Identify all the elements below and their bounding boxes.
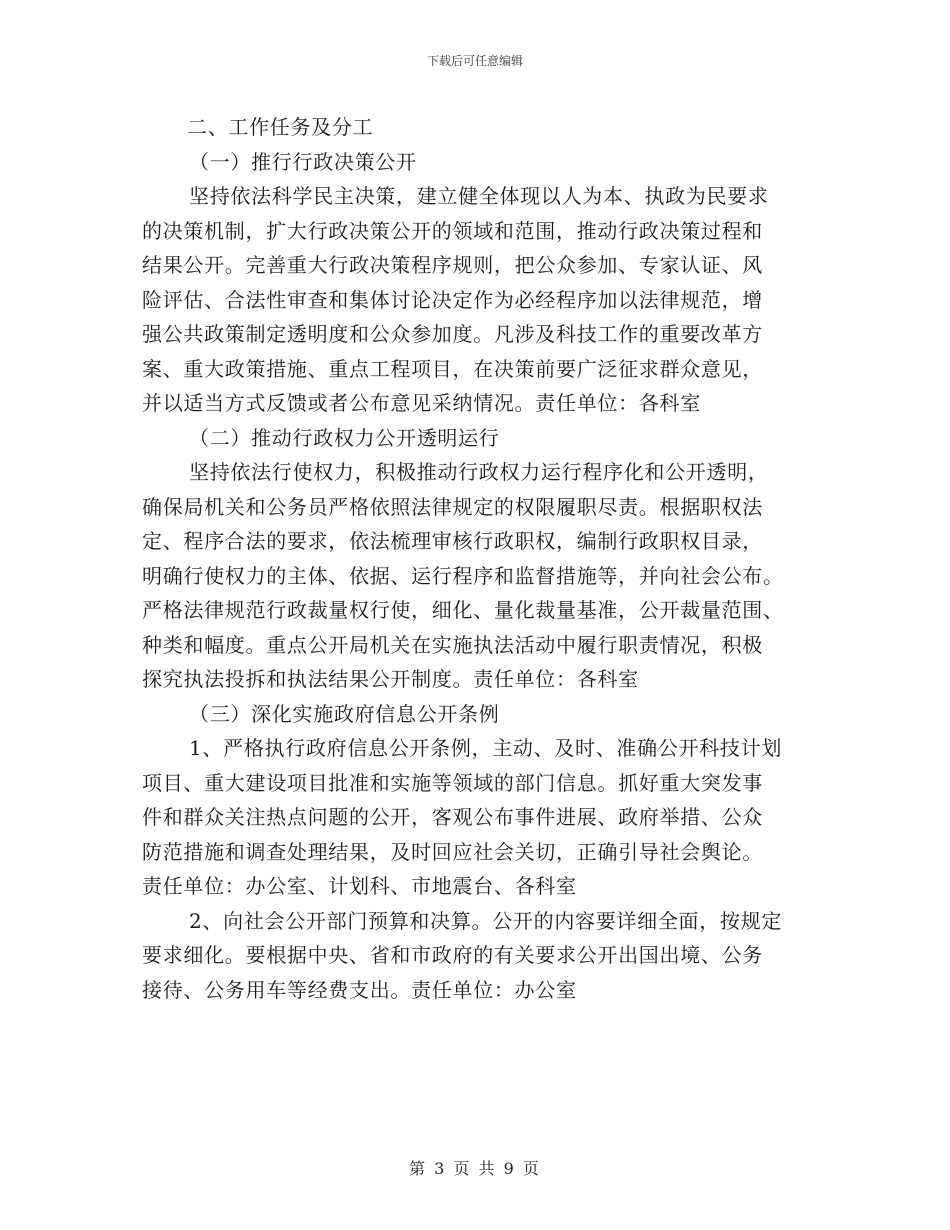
paragraph-line: 明确行使权力的主体、依据、运行程序和监督措施等，并向社会公布。 bbox=[142, 563, 784, 588]
paragraph-line: 坚持依法科学民主决策，建立健全体现以人为本、执政为民要求 bbox=[189, 184, 769, 208]
paragraph-line: 险评估、合法性审查和集体讨论决定作为必经程序加以法律规范，增 bbox=[142, 287, 763, 312]
paragraph-line: 件和群众关注热点问题的公开，客观公布事件进展、政府举措、公众 bbox=[142, 805, 763, 829]
paragraph-line: 定、程序合法的要求，依法梳理审核行政职权，编制行政职权目录， bbox=[142, 529, 763, 553]
paragraph-line: 项目、重大建设项目批准和实施等领域的部门信息。抓好重大突发事 bbox=[142, 770, 763, 795]
paragraph-line: 并以适当方式反馈或者公布意见采纳情况。责任单位：各科室 bbox=[142, 391, 701, 415]
paragraph-line: 1、严格执行政府信息公开条例，主动、及时、准确公开科技计划 bbox=[189, 736, 783, 760]
paragraph-line: 接待、公务用车等经费支出。责任单位：办公室 bbox=[142, 977, 577, 1002]
paragraph-line: 探究执法投拆和执法结果公开制度。责任单位：各科室 bbox=[142, 667, 639, 691]
paragraph-line: 防范措施和调查处理结果，及时回应社会关切，正确引导社会舆论。 bbox=[142, 839, 763, 864]
paragraph-line: 案、重大政策措施、重点工程项目，在决策前要广泛征求群众意见， bbox=[142, 356, 763, 381]
paragraph-line: 要求细化。要根据中央、省和市政府的有关要求公开出国出境、公务 bbox=[142, 943, 763, 967]
page-number: 第 3 页 共 9 页 bbox=[409, 1159, 541, 1178]
paragraph-line: 责任单位：办公室、计划科、市地震台、各科室 bbox=[142, 874, 577, 898]
document-body bbox=[142, 110, 812, 1007]
paragraph-line: 的决策机制，扩大行政决策公开的领域和范围，推动行政决策过程和 bbox=[142, 218, 763, 243]
page-header: 下载后可任意编辑 bbox=[426, 54, 523, 68]
subsection-heading: （一）推行行政决策公开 bbox=[189, 149, 417, 174]
paragraph-line: 强公共政策制定透明度和公众参加度。凡涉及科技工作的重要改革方 bbox=[142, 322, 763, 346]
subsection-heading: （二）推动行政权力公开透明运行 bbox=[189, 425, 500, 450]
paragraph-line: 种类和幅度。重点公开局机关在实施执法活动中履行职责情况，积极 bbox=[142, 632, 763, 657]
paragraph-line: 严格法律规范行政裁量权行使，细化、量化裁量基准，公开裁量范围、 bbox=[142, 598, 784, 622]
paragraph-line: 结果公开。完善重大行政决策程序规则，把公众参加、专家认证、风 bbox=[142, 253, 763, 277]
paragraph-line: 坚持依法行使权力，积极推动行政权力运行程序化和公开透明， bbox=[189, 460, 769, 484]
paragraph-line: 确保局机关和公务员严格依照法律规定的权限履职尽责。根据职权法 bbox=[142, 494, 763, 519]
paragraph-line: 2、向社会公开部门预算和决算。公开的内容要详细全面，按规定 bbox=[189, 908, 783, 933]
section-heading: 二、工作任务及分工 bbox=[187, 115, 374, 139]
subsection-heading: （三）深化实施政府信息公开条例 bbox=[189, 701, 500, 726]
